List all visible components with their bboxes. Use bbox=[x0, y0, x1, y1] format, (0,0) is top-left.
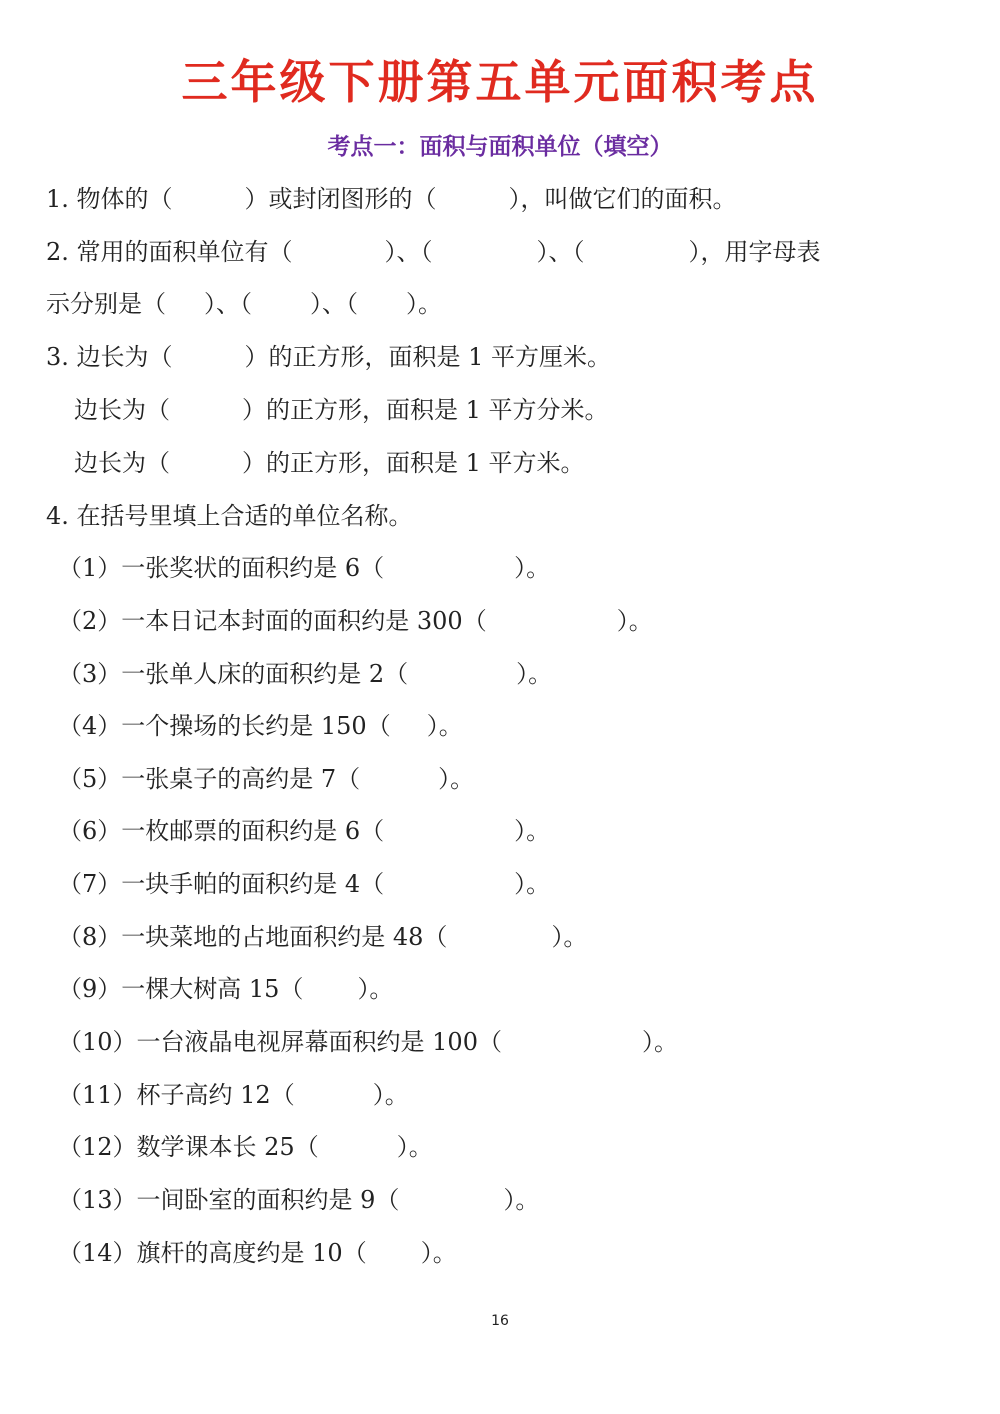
list-item: （6）一枚邮票的面积约是 6（ ）。 bbox=[58, 817, 551, 845]
section-subtitle: 考点一：面积与面积单位（填空） bbox=[327, 134, 673, 160]
list-item: （10）一台液晶电视屏幕面积约是 100（ ）。 bbox=[58, 1028, 678, 1056]
list-item: （11）杯子高约 12（ ）。 bbox=[58, 1081, 409, 1109]
list-item: （7）一块手帕的面积约是 4（ ）。 bbox=[58, 870, 551, 898]
question-3-line-3: 边长为（ ）的正方形，面积是 1 平方米。 bbox=[74, 449, 585, 477]
question-3-line-2: 边长为（ ）的正方形，面积是 1 平方分米。 bbox=[74, 396, 609, 424]
list-item: （12）数学课本长 25（ ）。 bbox=[58, 1133, 433, 1161]
page-number: 16 bbox=[491, 1313, 509, 1329]
list-item: （14）旗杆的高度约是 10（ ）。 bbox=[58, 1239, 457, 1267]
list-item: （5）一张桌子的高约是 7（ ）。 bbox=[58, 765, 475, 793]
question-3-line-1: 3. 边长为（ ）的正方形，面积是 1 平方厘米。 bbox=[46, 343, 612, 371]
question-2-line-1: 2. 常用的面积单位有（ ）、（ ）、（ ），用字母表 bbox=[46, 238, 821, 266]
page-title: 三年级下册第五单元面积考点 bbox=[181, 55, 819, 109]
question-2-line-2: 示分别是（ ）、（ ）、（ ）。 bbox=[46, 290, 442, 318]
list-item: （4）一个操场的长约是 150（ ）。 bbox=[58, 712, 463, 740]
list-item: （9）一棵大树高 15（ ）。 bbox=[58, 975, 394, 1003]
list-item: （2）一本日记本封面的面积约是 300（ ）。 bbox=[58, 607, 653, 635]
question-4-heading: 4. 在括号里填上合适的单位名称。 bbox=[46, 502, 413, 530]
list-item: （3）一张单人床的面积约是 2（ ）。 bbox=[58, 660, 553, 688]
list-item: （8）一块菜地的占地面积约是 48（ ）。 bbox=[58, 923, 588, 951]
list-item: （13）一间卧室的面积约是 9（ ）。 bbox=[58, 1186, 540, 1214]
list-item: （1）一张奖状的面积约是 6（ ）。 bbox=[58, 554, 551, 582]
question-1: 1. 物体的（ ）或封闭图形的（ ），叫做它们的面积。 bbox=[46, 185, 737, 213]
